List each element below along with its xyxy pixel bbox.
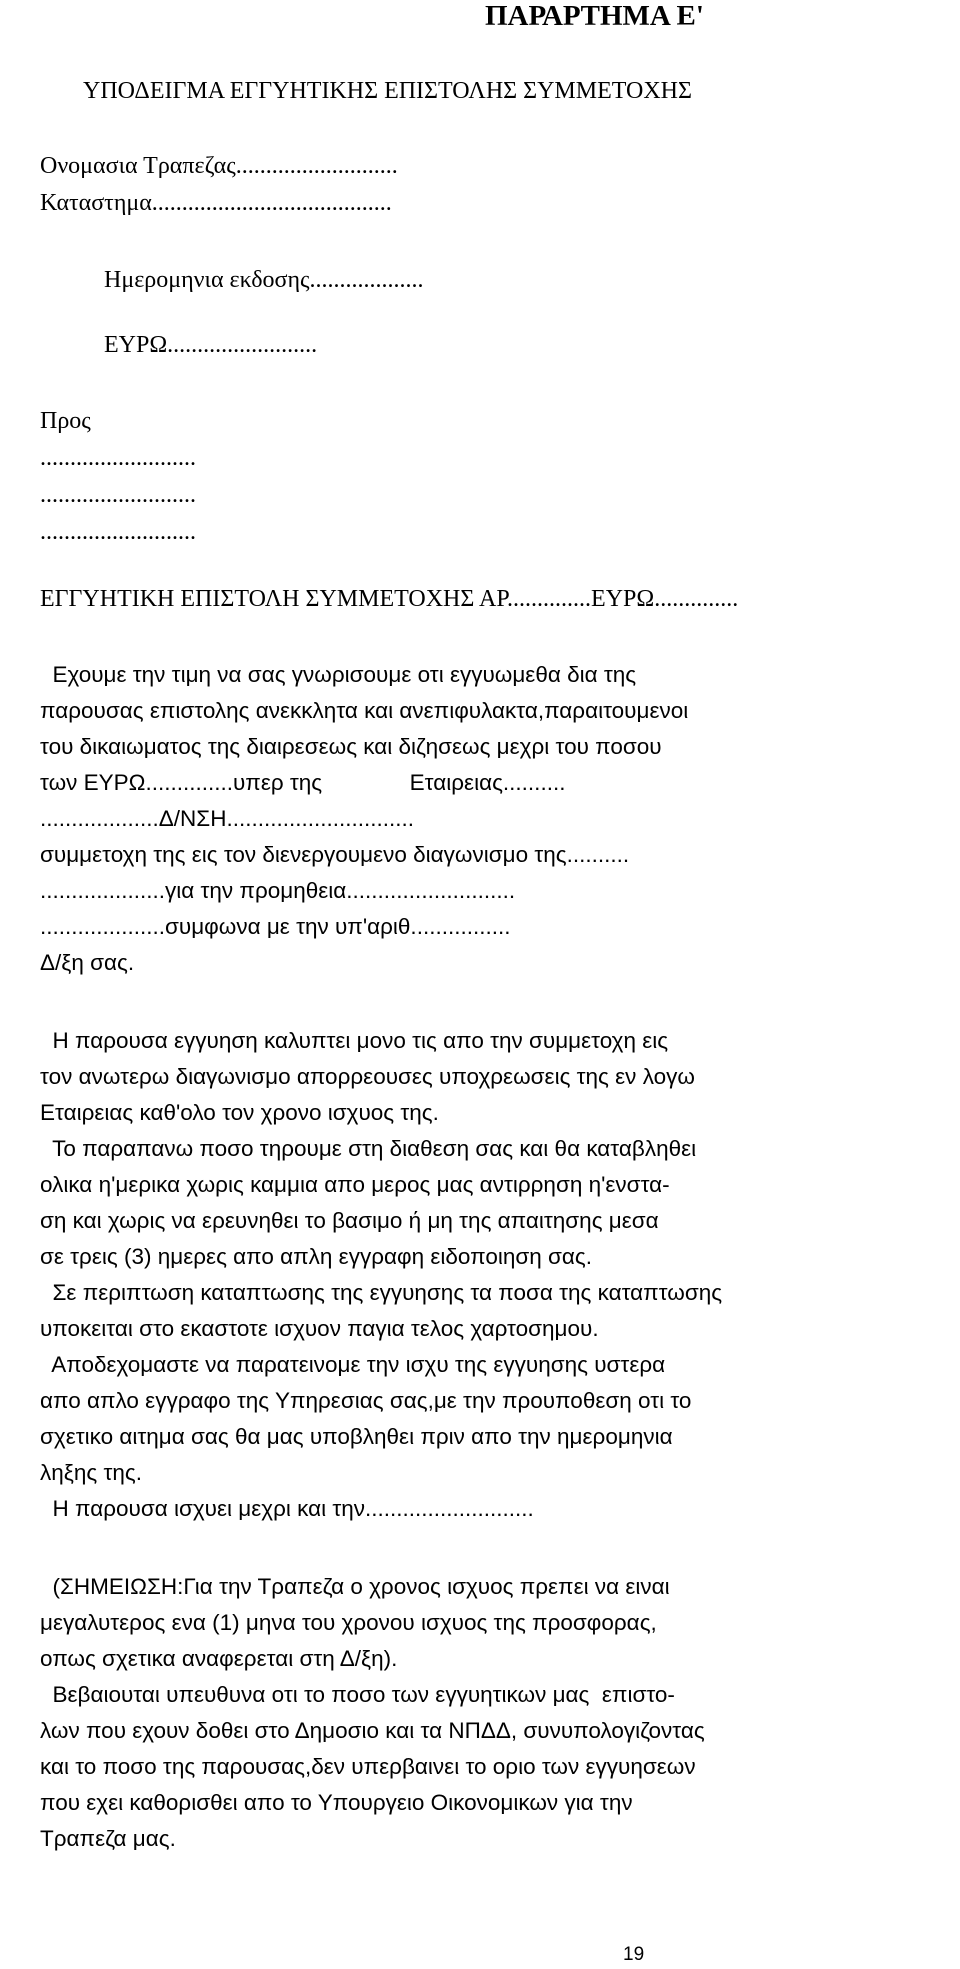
issue-date-field: Ημερομηνια εκδοσης................... bbox=[104, 267, 424, 293]
paragraph-line: απο απλο εγγραφο της Υπηρεσιας σας,με την προυποθεση οτι το bbox=[40, 1388, 692, 1413]
paragraph-line: μεγαλυτερος ενα (1) μηνα του χρονου ισχυος της προσφορας, bbox=[40, 1610, 657, 1635]
bank-name-field: Ονομασια Τραπεζας........................... bbox=[40, 153, 398, 179]
paragraph-line: Η παρουσα εγγυηση καλυπτει μονο τις απο την συμμετοχη εις bbox=[40, 1028, 669, 1053]
recipient-line: .......................... bbox=[40, 519, 196, 545]
paragraph-line: ληξης της. bbox=[40, 1460, 142, 1485]
letter-heading: ΕΓΓΥΗΤΙΚΗ ΕΠΙΣΤΟΛΗ ΣΥΜΜΕΤΟΧΗΣ ΑΡ..............ΕΥΡΩ.............. bbox=[40, 586, 739, 612]
paragraph-line: σχετικο αιτημα σας θα μας υποβληθει πριν απο την ημερομηνια bbox=[40, 1424, 673, 1449]
paragraph-line: και το ποσο της παρουσας,δεν υπερβαινει το οριο των εγγυησεων bbox=[40, 1754, 696, 1779]
paragraph-line: του δικαιωματος της διαιρεσεως και διζησεως μεχρι του ποσου bbox=[40, 734, 662, 759]
document-subtitle: ΥΠΟΔΕΙΓΜΑ ΕΓΓΥΗΤΙΚΗΣ ΕΠΙΣΤΟΛΗΣ ΣΥΜΜΕΤΟΧΗΣ bbox=[83, 78, 692, 104]
paragraph-line: Βεβαιουται υπευθυνα οτι το ποσο των εγγυητικων μας επιστο- bbox=[40, 1682, 675, 1707]
euro-amount-field: ΕΥΡΩ......................... bbox=[104, 332, 318, 358]
paragraph-line: Δ/ξη σας. bbox=[40, 950, 135, 975]
paragraph-line: (ΣΗΜΕΙΩΣΗ:Για την Τραπεζα ο χρονος ισχυος πρεπει να ειναι bbox=[40, 1574, 670, 1599]
paragraph-line: ....................για την προμηθεια........................... bbox=[40, 878, 516, 903]
page-number: 19 bbox=[623, 1944, 645, 1965]
branch-field: Καταστημα........................................ bbox=[40, 190, 392, 216]
paragraph-line: Η παρουσα ισχυει μεχρι και την........................... bbox=[40, 1496, 534, 1521]
paragraph-line: λων που εχουν δοθει στο Δημοσιο και τα ΝΠΔΔ, συνυπολογιζοντας bbox=[40, 1718, 705, 1743]
paragraph-line: Το παραπανω ποσο τηρουμε στη διαθεση σας και θα καταβληθει bbox=[40, 1136, 697, 1161]
paragraph-line: τον ανωτερω διαγωνισμο απορρεουσες υποχρεωσεις της εν λογω bbox=[40, 1064, 695, 1089]
recipient-line: .......................... bbox=[40, 445, 196, 471]
paragraph-line: Τραπεζα μας. bbox=[40, 1826, 176, 1851]
paragraph-line: ...................Δ/ΝΣΗ.............................. bbox=[40, 806, 414, 831]
paragraph-line: υποκειται στο εκαστοτε ισχυον παγια τελος χαρτοσημου. bbox=[40, 1316, 599, 1341]
appendix-title: ΠΑΡΑΡΤΗΜΑ Ε' bbox=[485, 0, 704, 32]
paragraph-line: σε τρεις (3) ημερες απο απλη εγγραφη ειδοποιηση σας. bbox=[40, 1244, 592, 1269]
recipient-label: Προς bbox=[40, 408, 91, 434]
paragraph-line: Σε περιπτωση καταπτωσης της εγγυησης τα ποσα της καταπτωσης bbox=[40, 1280, 723, 1305]
paragraph-line: Εταιρειας καθ'ολο τον χρονο ισχυος της. bbox=[40, 1100, 439, 1125]
paragraph-line: ....................συμφωνα με την υπ'αριθ................ bbox=[40, 914, 511, 939]
paragraph-line: που εχει καθορισθει απο το Υπουργειο Οικονομικων για την bbox=[40, 1790, 633, 1815]
paragraph-line: παρουσας επιστολης ανεκκλητα και ανεπιφυλακτα,παραιτουμενοι bbox=[40, 698, 689, 723]
paragraph-line: οπως σχετικα αναφερεται στη Δ/ξη). bbox=[40, 1646, 398, 1671]
paragraph-line: Εχουμε την τιμη να σας γνωρισουμε οτι εγγυωμεθα δια της bbox=[40, 662, 637, 687]
paragraph-line: ση και χωρις να ερευνηθει το βασιμο ή μη της απαιτησης μεσα bbox=[40, 1208, 659, 1233]
paragraph-line: των ΕΥΡΩ..............υπερ της Εταιρειας.......... bbox=[40, 770, 566, 795]
paragraph-line: συμμετοχη της εις τον διενεργουμενο διαγωνισμο της.......... bbox=[40, 842, 630, 867]
recipient-line: .......................... bbox=[40, 482, 196, 508]
paragraph-line: Αποδεχομαστε να παρατεινομε την ισχυ της εγγυησης υστερα bbox=[40, 1352, 666, 1377]
paragraph-line: ολικα η'μερικα χωρις καμμια απο μερος μας αντιρρηση η'ενστα- bbox=[40, 1172, 670, 1197]
